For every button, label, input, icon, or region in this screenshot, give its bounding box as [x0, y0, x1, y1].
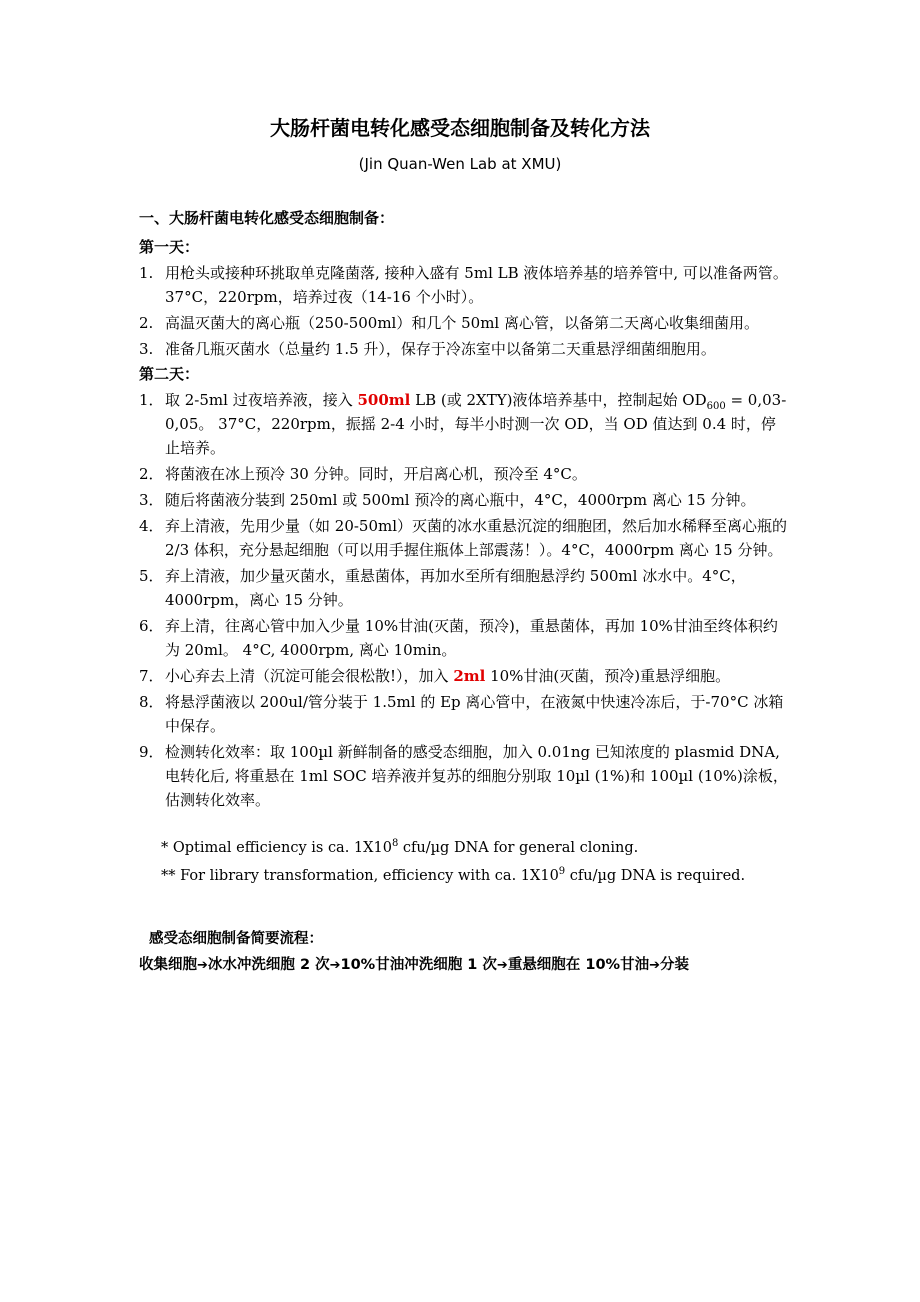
page-title: 大肠杆菌电转化感受态细胞制备及转化方法 [270, 116, 650, 140]
item-number: 3． [139, 491, 164, 509]
note-library [161, 862, 789, 890]
item-number: 3. [139, 340, 154, 358]
item-text: 随后将菌液分装到 250ml 或 500ml 预冷的离心瓶中，4°C，4000rpm 离心 15 分钟。 [165, 491, 756, 509]
workflow-summary [139, 926, 789, 979]
list-item [139, 462, 789, 486]
day2-heading: 第二天： [139, 365, 200, 383]
item-text-part: 小心弃去上清（沉淀可能会很松散!），加入 [165, 667, 454, 685]
list-item [139, 664, 789, 688]
note-exponent: 9 [558, 866, 566, 878]
list-item [139, 261, 789, 309]
item-text [165, 664, 789, 688]
item-text-part: LB (或 2XTY)液体培养基中，控制起始 OD [410, 391, 707, 409]
list-item [139, 564, 789, 612]
item-text-part: 10%甘油(灭菌，预冷)重悬浮细胞。 [485, 667, 731, 685]
workflow-step: 收集细胞 [139, 957, 197, 973]
list-item [139, 614, 789, 662]
list-item [139, 311, 789, 335]
efficiency-notes [139, 834, 789, 890]
workflow-step: 重悬细胞在 10%甘油 [507, 957, 650, 973]
list-item [139, 514, 789, 562]
arrow-right-icon: ➔ [329, 958, 341, 973]
item-text-part: 取 2-5ml 过夜培养液，接入 [165, 391, 358, 409]
item-number: 7． [139, 667, 164, 685]
workflow-steps [139, 952, 789, 979]
list-item [139, 690, 789, 738]
highlight-volume: 500ml [357, 391, 411, 409]
item-text: 准备几瓶灭菌水（总量约 1.5 升），保存于冷冻室中以备第二天重悬浮细菌细胞用。 [165, 340, 716, 358]
item-text [165, 388, 789, 460]
list-item [139, 337, 789, 361]
day1-heading: 第一天： [139, 238, 200, 256]
day1-list [139, 261, 789, 361]
note-general-cloning [161, 834, 789, 862]
item-number: 5． [139, 567, 164, 585]
note-text: cfu/µg DNA for general cloning. [398, 840, 639, 856]
section-heading: 一、大肠杆菌电转化感受态细胞制备： [139, 209, 395, 227]
item-text: 将菌液在冰上预冷 30 分钟。同时，开启离心机，预冷至 4°C。 [165, 465, 587, 483]
note-exponent: 8 [391, 838, 399, 850]
workflow-step: 10%甘油冲洗细胞 1 次 [340, 957, 497, 973]
item-text: 检测转化效率：取 100µl 新鲜制备的感受态细胞，加入 0.01ng 已知浓度的 plasmid DNA, 电转化后, 将重悬在 1ml SOC 培养液并复苏的细胞分别取 10µl (1%)和 100µl (10%)涂板，估测转化效率。 [165, 743, 788, 809]
list-item [139, 388, 789, 460]
note-text: ** For library transformation, efficiency with ca. 1X10 [161, 868, 559, 884]
highlight-volume: 2ml [453, 667, 486, 685]
page-subtitle: (Jin Quan-Wen Lab at XMU) [358, 155, 562, 173]
arrow-right-icon: ➔ [649, 958, 660, 973]
item-text: 将悬浮菌液以 200ul/管分装于 1.5ml 的 Ep 离心管中，在液氮中快速冷冻后，于-70°C 冰箱中保存。 [165, 693, 784, 735]
item-text: 用枪头或接种环挑取单克隆菌落, 接种入盛有 5ml LB 液体培养基的培养管中, 可以准备两管。37°C，220rpm，培养过夜（14-16 个小时）。 [165, 264, 788, 306]
workflow-step: 冰水冲洗细胞 2 次 [207, 957, 330, 973]
item-text: 弃上清液，先用少量（如 20-50ml）灭菌的冰水重悬沉淀的细胞团，然后加水稀释至离心瓶的 2/3 体积，充分悬起细胞（可以用手握住瓶体上部震荡！）。4°C，4000rpm 离心 15 分钟。 [165, 517, 788, 559]
item-number: 1. [139, 264, 154, 282]
item-text: 弃上清，往离心管中加入少量 10%甘油(灭菌，预冷)，重悬菌体，再加 10%甘油至终体积约为 20ml。 4°C, 4000rpm, 离心 10min。 [165, 617, 778, 659]
note-text: * Optimal efficiency is ca. 1X10 [161, 840, 392, 856]
workflow-step: 分装 [659, 957, 689, 973]
list-item [139, 740, 789, 812]
item-number: 4． [139, 517, 164, 535]
document-body [139, 206, 789, 979]
item-text: 弃上清液，加少量灭菌水，重悬菌体，再加水至所有细胞悬浮约 500ml 冰水中。4°C，4000rpm，离心 15 分钟。 [165, 567, 746, 609]
item-number: 2． [139, 465, 164, 483]
od-subscript: 600 [706, 401, 726, 412]
day2-list [139, 388, 789, 812]
item-number: 6． [139, 617, 164, 635]
item-number: 2. [139, 314, 154, 332]
item-number: 8． [139, 693, 164, 711]
arrow-right-icon: ➔ [496, 958, 508, 973]
list-item [139, 488, 789, 512]
item-number: 1． [139, 391, 164, 409]
workflow-heading: 感受态细胞制备简要流程： [149, 931, 323, 947]
note-text: cfu/µg DNA is required. [565, 868, 746, 884]
item-number: 9． [139, 743, 164, 761]
item-text-part: = 0,03-0,05。 37°C，220rpm，振摇 2-4 小时，每半小时测一次 OD，当 OD 值达到 0.4 时，停止培养。 [165, 391, 787, 457]
arrow-right-icon: ➔ [197, 958, 208, 973]
item-text: 高温灭菌大的离心瓶（250-500ml）和几个 50ml 离心管，以备第二天离心收集细菌用。 [165, 314, 759, 332]
